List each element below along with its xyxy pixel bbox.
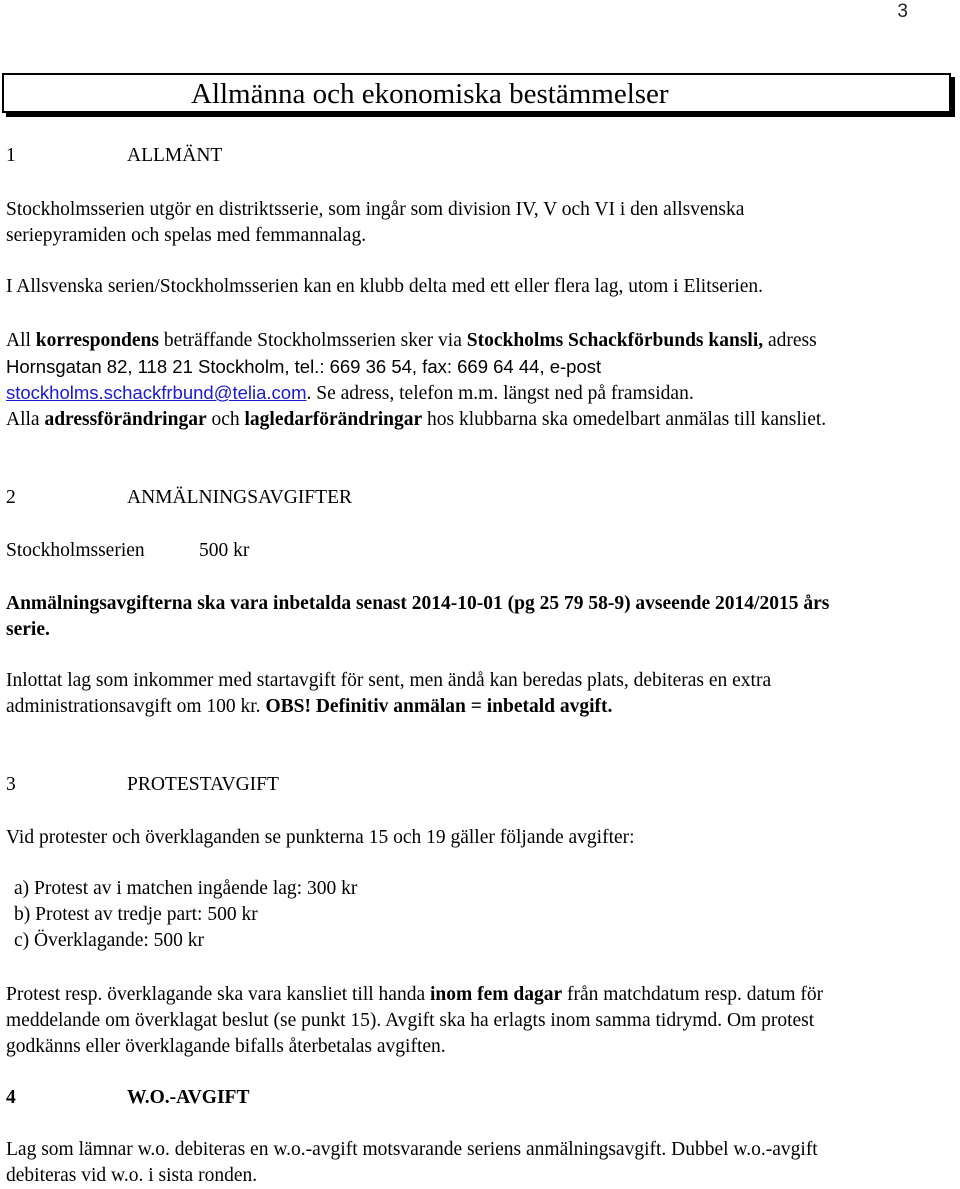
section-4-paragraph [6, 1137, 946, 1189]
section-4-heading [6, 1085, 249, 1111]
section-number: 1 [6, 145, 16, 166]
text-line: Lag som lämnar w.o. debiteras en w.o.-avgift motsvarande seriens anmälningsavgift. Dubbel w.o.-avgift [6, 1139, 818, 1160]
fee-row [6, 538, 946, 564]
text-line: Hornsgatan 82, 118 21 Stockholm, tel.: 669 36 54, fax: 669 64 44, e-post [6, 356, 602, 377]
text-line: debiteras vid w.o. i sista ronden. [6, 1165, 258, 1186]
section-number: 4 [6, 1087, 16, 1108]
section-3-heading [6, 772, 279, 798]
section-2-paragraph [6, 668, 946, 720]
email-link[interactable]: stockholms.schackfrbund@telia.com [6, 382, 307, 403]
title-box [2, 73, 951, 113]
page-number: 3 [897, 1, 908, 22]
text-line: Alla adressförändringar och lagledarförändringar hos klubbarna ska omedelbart anmälas till kansliet. [6, 409, 827, 430]
section-1-paragraph-3 [6, 328, 946, 433]
text-line: godkänns eller överklagande bifalls återbetalas avgiften. [6, 1036, 446, 1057]
section-1-paragraph-2 [6, 274, 946, 300]
fee-value: 500 kr [199, 540, 250, 561]
section-title: PROTESTAVGIFT [127, 774, 279, 795]
section-3-paragraph [6, 982, 946, 1060]
text-line: All korrespondens beträffande Stockholmsserien sker via Stockholms Schackförbunds kansli, adress [6, 330, 817, 351]
section-number: 3 [6, 774, 16, 795]
list-item: a) Protest av i matchen ingående lag: 300 kr [14, 878, 358, 899]
text-line: Stockholmsserien utgör en distriktsserie, som ingår som division IV, V och VI i den allsvenska [6, 199, 745, 220]
section-title: W.O.-AVGIFT [127, 1087, 250, 1108]
text-line: serie. [6, 619, 50, 640]
text-line: Protest resp. överklagande ska vara kansliet till handa inom fem dagar från matchdatum resp. datum för [6, 984, 824, 1005]
text-line: Vid protester och överklaganden se punkterna 15 och 19 gäller följande avgifter: [6, 827, 635, 848]
text-line: stockholms.schackfrbund@telia.com. Se adress, telefon m.m. längst ned på framsidan. [6, 382, 694, 404]
section-title: ALLMÄNT [127, 145, 223, 166]
text-line: administrationsavgift om 100 kr. OBS! Definitiv anmälan = inbetald avgift. [6, 696, 613, 717]
page-title: Allmänna och ekonomiska bestämmelser [191, 78, 669, 110]
section-2-heading [6, 485, 352, 511]
section-1-heading [6, 143, 222, 169]
section-2-bold-notice [6, 591, 946, 643]
section-number: 2 [6, 487, 16, 508]
text-line: Anmälningsavgifterna ska vara inbetalda senast 2014-10-01 (pg 25 79 58-9) avseende 2014/2015 års [6, 593, 830, 614]
text-line: meddelande om överklagat beslut (se punkt 15). Avgift ska ha erlagts inom samma tidrymd. Om protest [6, 1010, 815, 1031]
text-line: Inlottat lag som inkommer med startavgift för sent, men ändå kan beredas plats, debiteras en extra [6, 670, 772, 691]
text-line: I Allsvenska serien/Stockholmsserien kan en klubb delta med ett eller flera lag, utom i Elitserien. [6, 276, 764, 297]
list-item: b) Protest av tredje part: 500 kr [14, 904, 258, 925]
section-3-intro [6, 825, 946, 851]
list-item: c) Överklagande: 500 kr [14, 930, 205, 951]
text-line: seriepyramiden och spelas med femmannalag. [6, 225, 367, 246]
fee-label: Stockholmsserien [6, 540, 145, 561]
section-title: ANMÄLNINGSAVGIFTER [127, 487, 352, 508]
protest-fee-list [6, 876, 946, 954]
section-1-paragraph-1 [6, 197, 946, 249]
